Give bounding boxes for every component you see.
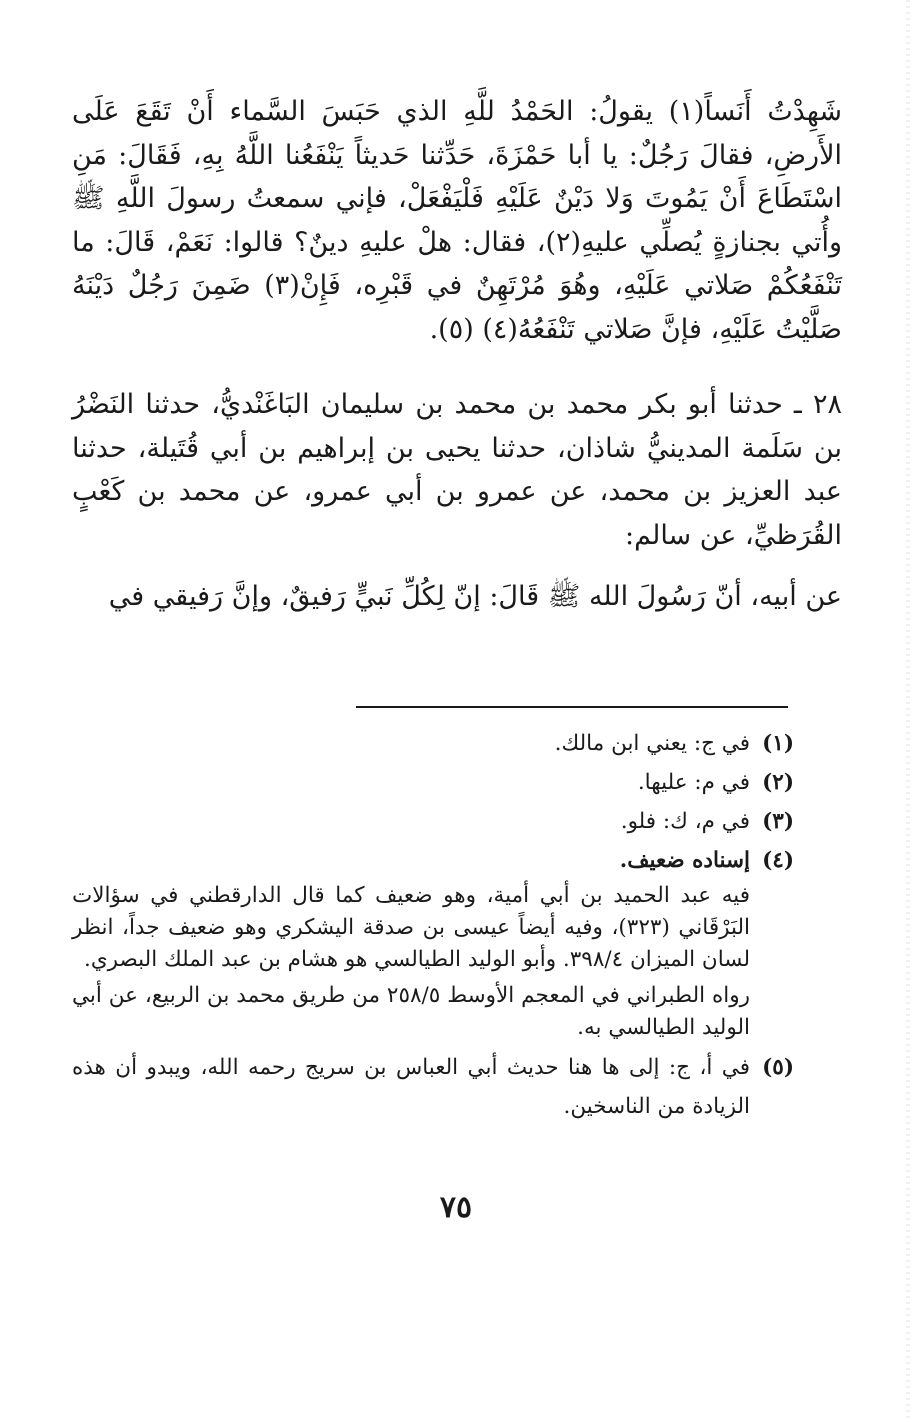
footnote-text: في م، ك: فلو. xyxy=(620,809,750,834)
footnote-separator-rule xyxy=(356,706,788,708)
hadith-text-paragraph-continued: عن أبيه، أنّ رَسُولَ الله ﷺ قَالَ: إنّ لِكُلِّ نَبيٍّ رَفيقٌ، وإنَّ رَفيقي في xyxy=(108,581,842,612)
footnote-number: (٥) xyxy=(762,1055,794,1080)
footnote-text: في ج: يعني ابن مالك. xyxy=(554,731,750,756)
footnote-4-detail: رواه الطبراني في المعجم الأوسط ٢٥٨/٥ من طريق محمد بن الربيع، عن أبي الوليد الطيالسي به. xyxy=(72,983,750,1040)
footnote-4-detail: فيه عبد الحميد بن أبي أمية، وهو ضعيف كما قال الدارقطني في سؤالات البَرْقَاني (٣٢٣)، وفيه أيضاً عيسى بن صدقة اليشكري وهو ضعيف جداً، انظر لسان الميزان ٣٩٨/٤. وأبو الوليد الطيالسي هو هشام بن عبد الملك البصري. xyxy=(72,883,750,972)
footnote-4 xyxy=(72,841,794,880)
footnote-number: (٢) xyxy=(762,770,794,795)
footnote-number: (٤) xyxy=(762,848,794,873)
page-number: ٧٥ xyxy=(439,1190,473,1225)
footnote-1 xyxy=(72,724,794,763)
footnotes xyxy=(72,724,794,1126)
footnote-2 xyxy=(72,763,794,802)
footnote-3 xyxy=(72,802,794,841)
footnote-number: (٣) xyxy=(762,809,794,834)
footnote-number: (١) xyxy=(762,731,794,756)
isnad-paragraph: ٢٨ ـ حدثنا أبو بكر محمد بن محمد بن سليمان البَاغَنْديُّ، حدثنا النَضْرُ بن سَلَمة المدينيُّ شاذان، حدثنا يحيى بن إبراهيم بن أبي قُتَيلة، حدثنا عبد العزيز بن محمد، عن عمرو بن أبي عمرو، عن محمد بن كَعْبٍ القُرَظيِّ، عن سالم: xyxy=(72,389,842,551)
main-text xyxy=(72,90,842,619)
footnote-5 xyxy=(72,1048,794,1126)
footnote-text: في أ، ج: إلى ها هنا حديث أبي العباس بن سريج رحمه الله، ويبدو أن هذه الزيادة من الناسخين. xyxy=(72,1055,750,1119)
footnote-text: إسناده ضعيف. xyxy=(619,848,750,873)
hadith-text-paragraph: شَهِدْتُ أَنَساً(١) يقولُ: الحَمْدُ للَّهِ الذي حَبَسَ السَّماء أَنْ تَقَعَ عَلَى الأَرضِ، فقالَ رَجُلٌ: يا أبا حَمْزَةَ، حَدِّثنا حَديثاً يَنْفَعُنا اللَّهُ بِهِ، فَقَالَ: مَنِ اسْتَطَاعَ أَنْ يَمُوتَ وَلا دَيْنٌ عَلَيْهِ فَلْيَفْعَلْ، فإني سمعتُ رسولَ اللَّهِ ﷺ وأُتي بجنازةٍ يُصلِّي عليهِ(٢)، فقال: هلْ عليهِ دينٌ؟ قالوا: نَعَمْ، قَالَ: ما تَنْفَعُكُمْ صَلاتي عَلَيْهِ، وهُوَ مُرْتَهِنٌ في قَبْرِه، فَإِنْ(٣) ضَمِنَ رَجُلٌ دَيْنَهُ صَلَّيْتُ عَلَيْهِ، فإنَّ صَلاتي تَنْفَعُهُ(٤) (٥). xyxy=(72,96,843,345)
footnote-text: في م: عليها. xyxy=(637,770,750,795)
